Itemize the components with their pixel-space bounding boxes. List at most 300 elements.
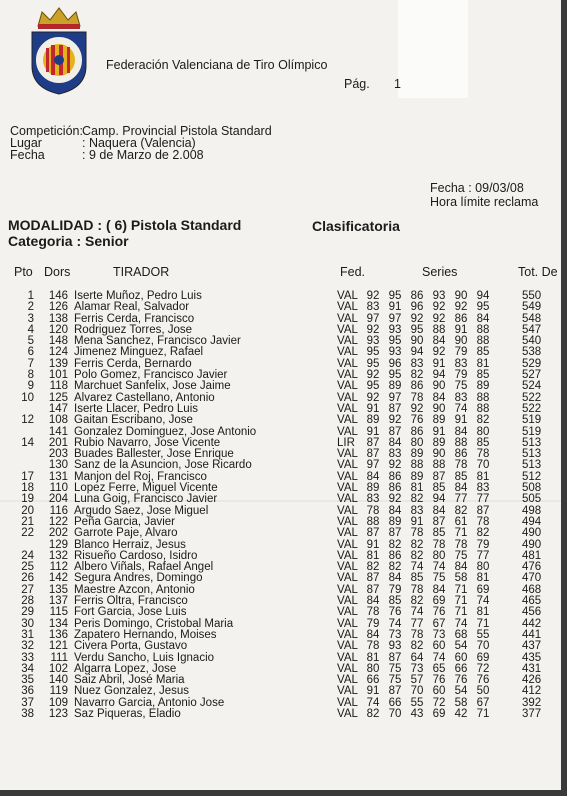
cell-dors: 119 — [49, 685, 68, 698]
cell-series-5: 58 — [454, 696, 468, 709]
cell-total: 540 — [522, 335, 542, 348]
cell-series-1: 87 — [366, 448, 380, 461]
cell-tirador: Segura Andres, Domingo — [74, 572, 203, 585]
cell-series-2: 74 — [388, 617, 402, 630]
cell-series-1: 81 — [366, 549, 380, 562]
cell-series-6: 71 — [476, 617, 490, 630]
cell-series-4: 89 — [432, 414, 446, 427]
cell-series-5: 84 — [454, 425, 468, 438]
cell-series-3: 57 — [410, 674, 424, 687]
cell-total: 481 — [522, 549, 542, 562]
cell-series-4: 88 — [432, 459, 446, 472]
cell-dors: 124 — [48, 346, 68, 359]
cell-dors: 146 — [48, 290, 68, 302]
cell-series-5: 61 — [454, 515, 468, 528]
cell-dors: 201 — [48, 436, 68, 449]
cell-series-2: 92 — [388, 493, 402, 506]
cell-series-6: 70 — [476, 459, 490, 472]
cell-series-4: 84 — [432, 504, 446, 517]
cell-series-4: 87 — [432, 470, 446, 483]
cell-dors: 136 — [48, 628, 68, 641]
round-type: Clasificatoria — [312, 218, 400, 234]
page-num-value: 1 — [394, 77, 401, 91]
cell-pto: 1 — [27, 290, 34, 302]
cell-series-1: 87 — [366, 436, 380, 449]
cell-fed: LIR — [337, 436, 355, 449]
competition-label: Competición: — [10, 124, 83, 138]
cell-pto: 6 — [27, 346, 34, 359]
cell-total: 524 — [522, 380, 542, 393]
cell-fed: VAL — [337, 515, 358, 528]
cell-dors: 109 — [48, 696, 68, 709]
date-right: Fecha : 09/03/08 — [430, 181, 524, 195]
cell-series-6: 70 — [476, 640, 490, 653]
cell-fed: VAL — [337, 402, 358, 415]
cell-fed: VAL — [337, 482, 358, 495]
cell-series-4: 93 — [432, 290, 446, 302]
cell-tirador: Rodriguez Torres, Jose — [74, 323, 193, 336]
cell-dors: 118 — [49, 380, 68, 393]
cell-series-3: 70 — [410, 685, 424, 698]
cell-series-5: 83 — [454, 391, 468, 404]
cell-fed: VAL — [337, 290, 358, 302]
cell-series-6: 85 — [476, 436, 490, 449]
cell-series-5: 78 — [454, 538, 468, 551]
cell-series-5: 83 — [454, 357, 468, 370]
cell-series-2: 96 — [388, 357, 402, 370]
cell-series-4: 87 — [432, 515, 446, 528]
cell-series-6: 88 — [476, 323, 490, 336]
cell-tirador: Algarra Lopez, Jose — [74, 662, 177, 675]
cell-series-4: 65 — [432, 662, 446, 675]
cell-series-1: 87 — [366, 583, 380, 596]
cell-series-2: 85 — [388, 595, 402, 608]
cell-series-1: 95 — [366, 357, 380, 370]
cell-series-1: 89 — [366, 414, 380, 427]
cell-series-4: 90 — [432, 402, 446, 415]
col-header-fed: Fed. — [340, 265, 366, 279]
cell-series-1: 91 — [366, 538, 380, 551]
cell-dors: 138 — [48, 312, 68, 325]
cell-pto: 28 — [21, 595, 34, 608]
cell-tirador: Albero Viñals, Rafael Angel — [74, 561, 214, 574]
place-value: : Naquera (Valencia) — [82, 136, 196, 150]
cell-series-3: 82 — [410, 369, 424, 382]
cell-tirador: Saiz Abril, José Maria — [74, 674, 185, 687]
cell-series-6: 81 — [476, 357, 490, 370]
page-number — [344, 77, 401, 91]
cell-series-4: 84 — [432, 583, 446, 596]
cell-series-4: 80 — [432, 549, 446, 562]
cell-series-5: 86 — [454, 312, 468, 325]
cell-series-4: 91 — [432, 425, 446, 438]
cell-tirador: Nuez Gonzalez, Jesus — [74, 685, 190, 698]
cell-series-1: 91 — [366, 402, 380, 415]
cell-series-5: 74 — [454, 617, 468, 630]
cell-dors: 147 — [48, 402, 68, 415]
cell-dors: 120 — [48, 323, 68, 336]
cell-pto: 34 — [21, 662, 34, 675]
cell-tirador: Marchuet Sanfelix, Jose Jaime — [74, 380, 231, 393]
cell-fed: VAL — [337, 459, 358, 472]
cell-pto: 32 — [21, 640, 34, 653]
cell-series-2: 75 — [388, 674, 402, 687]
cell-fed: VAL — [337, 527, 358, 540]
cell-total: 441 — [522, 628, 542, 641]
cell-tirador: Lopez Ferre, Miguel Vicente — [74, 482, 218, 495]
cell-series-6: 95 — [476, 301, 490, 314]
cell-series-4: 94 — [432, 493, 446, 506]
cell-series-3: 96 — [410, 301, 424, 314]
cell-series-2: 97 — [388, 391, 402, 404]
cell-pto: 24 — [21, 549, 34, 562]
cell-dors: 102 — [48, 662, 68, 675]
cell-series-1: 95 — [366, 346, 380, 359]
cell-series-5: 91 — [454, 323, 468, 336]
cell-total: 538 — [522, 346, 542, 359]
cell-tirador: Polo Gomez, Francisco Javier — [74, 369, 228, 382]
cell-series-3: 73 — [410, 662, 424, 675]
cell-series-2: 86 — [388, 549, 402, 562]
cell-series-6: 79 — [476, 538, 490, 551]
cell-series-2: 70 — [388, 707, 402, 720]
cell-dors: 204 — [48, 493, 68, 506]
cell-tirador: Alvarez Castellano, Antonio — [74, 391, 215, 404]
cell-total: 435 — [522, 651, 542, 664]
cell-tirador: Argudo Saez, Jose Miguel — [74, 504, 209, 517]
cell-dors: 112 — [49, 561, 68, 574]
cell-series-2: 84 — [388, 436, 402, 449]
cell-series-2: 86 — [388, 482, 402, 495]
cell-tirador: Ferris Cerda, Francisco — [74, 312, 195, 325]
cell-tirador: Peña Garcia, Javier — [74, 515, 175, 528]
cell-tirador: Iserte Muñoz, Pedro Luis — [74, 290, 202, 302]
cell-series-5: 68 — [454, 628, 468, 641]
cell-series-6: 69 — [476, 583, 490, 596]
cell-series-3: 78 — [410, 628, 424, 641]
cell-series-3: 92 — [410, 312, 424, 325]
cell-series-4: 88 — [432, 323, 446, 336]
cell-series-2: 87 — [388, 651, 402, 664]
cell-series-5: 84 — [454, 482, 468, 495]
cell-series-1: 91 — [366, 685, 380, 698]
cell-series-1: 84 — [366, 470, 380, 483]
cell-series-3: 92 — [410, 402, 424, 415]
cell-series-4: 72 — [432, 696, 446, 709]
cell-series-3: 78 — [410, 527, 424, 540]
cell-series-6: 50 — [476, 685, 490, 698]
cell-series-4: 92 — [432, 301, 446, 314]
cell-dors: 140 — [48, 674, 68, 687]
cell-pto: 4 — [27, 323, 34, 336]
cell-series-6: 81 — [476, 606, 490, 619]
cell-series-3: 80 — [410, 436, 424, 449]
federation-name: Federación Valenciana de Tiro Olímpico — [106, 58, 328, 72]
cell-series-5: 86 — [454, 448, 468, 461]
cell-fed: VAL — [337, 561, 358, 574]
cell-series-6: 82 — [476, 527, 490, 540]
cell-series-1: 78 — [366, 504, 380, 517]
cell-series-2: 95 — [388, 335, 402, 348]
cell-tirador: Saz Piqueras, Eladio — [74, 707, 181, 720]
cell-total: 426 — [522, 674, 542, 687]
cell-series-4: 76 — [432, 674, 446, 687]
cell-pto: 14 — [21, 436, 34, 449]
cell-total: 468 — [522, 583, 542, 596]
cell-series-2: 92 — [388, 459, 402, 472]
cell-pto: 29 — [21, 606, 34, 619]
cell-series-1: 82 — [366, 707, 380, 720]
cell-tirador: Sanz de la Asuncion, Jose Ricardo — [74, 459, 252, 472]
cell-series-6: 74 — [476, 595, 490, 608]
cell-tirador: Verdu Sancho, Luis Ignacio — [74, 651, 215, 664]
cell-total: 505 — [522, 493, 542, 506]
cell-series-4: 90 — [432, 380, 446, 393]
cell-series-1: 84 — [366, 595, 380, 608]
cell-series-5: 79 — [454, 346, 468, 359]
cell-tirador: Navarro Garcia, Antonio Jose — [74, 696, 225, 709]
cell-total: 512 — [522, 470, 542, 483]
cell-series-6: 80 — [476, 425, 490, 438]
cell-tirador: Manjon del Roj, Francisco — [74, 470, 207, 483]
category: Categoria : Senior — [8, 233, 129, 249]
cell-series-4: 89 — [432, 436, 446, 449]
cell-series-1: 89 — [366, 482, 380, 495]
cell-total: 548 — [522, 312, 542, 325]
cell-series-4: 92 — [432, 346, 446, 359]
cell-fed: VAL — [337, 538, 358, 551]
cell-series-5: 82 — [454, 504, 468, 517]
cell-series-3: 83 — [410, 504, 424, 517]
cell-pto: 30 — [21, 617, 34, 630]
cell-series-4: 85 — [432, 527, 446, 540]
cell-series-2: 82 — [388, 561, 402, 574]
cell-series-5: 71 — [454, 595, 468, 608]
cell-series-4: 74 — [432, 561, 446, 574]
cell-series-3: 76 — [410, 414, 424, 427]
cell-series-5: 78 — [454, 459, 468, 472]
cell-tirador: Blanco Herraiz, Jesus — [74, 538, 186, 551]
cell-series-5: 84 — [454, 561, 468, 574]
cell-pto: 22 — [21, 527, 34, 540]
cell-series-2: 93 — [388, 323, 402, 336]
cell-series-1: 92 — [366, 290, 380, 302]
cell-dors: 203 — [48, 448, 68, 461]
cell-series-6: 80 — [476, 561, 490, 574]
cell-dors: 125 — [48, 391, 68, 404]
cell-fed: VAL — [337, 369, 358, 382]
cell-fed: VAL — [337, 674, 358, 687]
cell-series-6: 69 — [476, 651, 490, 664]
cell-pto: 20 — [21, 504, 34, 517]
cell-series-1: 78 — [366, 606, 380, 619]
cell-series-1: 79 — [366, 617, 380, 630]
cell-series-6: 89 — [476, 380, 490, 393]
cell-series-4: 69 — [432, 595, 446, 608]
cell-dors: 134 — [48, 617, 68, 630]
cell-fed: VAL — [337, 493, 358, 506]
cell-dors: 202 — [48, 527, 68, 540]
cell-dors: 148 — [48, 335, 68, 348]
cell-series-3: 74 — [410, 561, 424, 574]
cell-series-2: 89 — [388, 515, 402, 528]
cell-series-3: 82 — [410, 640, 424, 653]
cell-series-1: 87 — [366, 527, 380, 540]
cell-series-5: 42 — [454, 707, 468, 720]
cell-tirador: Buades Ballester, Jose Enrique — [74, 448, 234, 461]
cell-series-2: 87 — [388, 425, 402, 438]
cell-series-2: 84 — [388, 504, 402, 517]
cell-series-6: 67 — [476, 696, 490, 709]
cell-total: 442 — [522, 617, 542, 630]
cell-total: 490 — [522, 538, 542, 551]
cell-series-3: 82 — [410, 493, 424, 506]
cell-dors: 108 — [48, 414, 68, 427]
cell-series-6: 78 — [476, 515, 490, 528]
cell-total: 549 — [522, 301, 542, 314]
cell-series-5: 58 — [454, 572, 468, 585]
cell-fed: VAL — [337, 628, 358, 641]
cell-series-6: 82 — [476, 414, 490, 427]
cell-series-3: 74 — [410, 606, 424, 619]
cell-tirador: Fort Garcia, Jose Luis — [74, 606, 187, 619]
cell-series-6: 81 — [476, 572, 490, 585]
cell-series-2: 73 — [388, 628, 402, 641]
cell-series-2: 75 — [388, 662, 402, 675]
cell-series-4: 60 — [432, 640, 446, 653]
cell-series-1: 74 — [366, 696, 380, 709]
cell-series-4: 76 — [432, 606, 446, 619]
date-value: : 9 de Marzo de 2.008 — [82, 148, 204, 162]
cell-series-2: 82 — [388, 538, 402, 551]
modality: MODALIDAD : ( 6) Pistola Standard — [8, 217, 242, 233]
cell-series-5: 92 — [454, 301, 468, 314]
cell-series-5: 79 — [454, 369, 468, 382]
cell-series-5: 54 — [454, 685, 468, 698]
cell-series-6: 85 — [476, 346, 490, 359]
cell-series-4: 91 — [432, 357, 446, 370]
cell-series-3: 95 — [410, 323, 424, 336]
cell-pto: 35 — [21, 674, 34, 687]
cell-tirador: Zapatero Hernando, Moises — [74, 628, 217, 641]
cell-series-6: 88 — [476, 391, 490, 404]
cell-series-3: 88 — [410, 459, 424, 472]
cell-total: 490 — [522, 527, 542, 540]
cell-dors: 137 — [48, 595, 68, 608]
cell-series-3: 85 — [410, 572, 424, 585]
cell-series-6: 72 — [476, 662, 490, 675]
cell-series-4: 69 — [432, 707, 446, 720]
cell-series-4: 74 — [432, 651, 446, 664]
cell-pto: 21 — [21, 515, 34, 528]
date-box — [430, 181, 538, 209]
cell-series-5: 76 — [454, 674, 468, 687]
cell-series-3: 43 — [410, 707, 424, 720]
cell-total: 508 — [522, 482, 542, 495]
cell-series-2: 83 — [388, 448, 402, 461]
cell-series-3: 64 — [410, 651, 424, 664]
table-row — [0, 709, 561, 720]
cell-series-6: 78 — [476, 448, 490, 461]
cell-series-6: 94 — [476, 290, 490, 302]
cell-series-1: 92 — [366, 391, 380, 404]
cell-total: 437 — [522, 640, 542, 653]
cell-series-4: 60 — [432, 685, 446, 698]
paper-fold — [0, 500, 561, 502]
table-row — [0, 302, 561, 313]
cell-dors: 131 — [48, 470, 68, 483]
cell-dors: 141 — [48, 425, 68, 438]
cell-series-2: 95 — [388, 369, 402, 382]
cell-pto: 38 — [21, 707, 34, 720]
cell-total: 519 — [522, 414, 542, 427]
cell-series-4: 78 — [432, 538, 446, 551]
cell-series-1: 83 — [366, 493, 380, 506]
cell-fed: VAL — [337, 662, 358, 675]
cell-dors: 121 — [48, 640, 68, 653]
cell-series-1: 97 — [366, 459, 380, 472]
cell-series-5: 88 — [454, 436, 468, 449]
cell-series-4: 94 — [432, 369, 446, 382]
cell-series-3: 90 — [410, 335, 424, 348]
cell-series-2: 79 — [388, 583, 402, 596]
cell-fed: VAL — [337, 346, 358, 359]
cell-series-3: 86 — [410, 425, 424, 438]
cell-dors: 126 — [48, 301, 68, 314]
cell-tirador: Jimenez Minguez, Rafael — [74, 346, 204, 359]
cell-pto: 33 — [21, 651, 34, 664]
cell-series-5: 74 — [454, 402, 468, 415]
cell-series-1: 97 — [366, 312, 380, 325]
cell-series-6: 81 — [476, 470, 490, 483]
cell-series-3: 77 — [410, 617, 424, 630]
cell-fed: VAL — [337, 549, 358, 562]
cell-total: 377 — [522, 707, 542, 720]
cell-series-3: 55 — [410, 696, 424, 709]
cell-series-1: 83 — [366, 301, 380, 314]
cell-pto: 19 — [21, 493, 34, 506]
cell-pto: 17 — [21, 470, 34, 483]
cell-fed: VAL — [337, 380, 358, 393]
cell-series-3: 86 — [410, 290, 424, 302]
cell-fed: VAL — [337, 707, 358, 720]
cell-series-1: 80 — [366, 662, 380, 675]
cell-tirador: Civera Porta, Gustavo — [74, 640, 188, 653]
cell-series-3: 83 — [410, 357, 424, 370]
cell-series-5: 75 — [454, 549, 468, 562]
cell-fed: VAL — [337, 685, 358, 698]
cell-dors: 123 — [48, 707, 68, 720]
cell-series-2: 87 — [388, 527, 402, 540]
cell-series-3: 82 — [410, 549, 424, 562]
cell-series-1: 82 — [366, 561, 380, 574]
col-header-pto: Pto — [14, 265, 33, 279]
cell-dors: 139 — [48, 357, 68, 370]
cell-total: 519 — [522, 425, 542, 438]
cell-total: 529 — [522, 357, 542, 370]
cell-pto: 2 — [27, 301, 34, 314]
cell-fed: VAL — [337, 583, 358, 596]
cell-series-1: 78 — [366, 640, 380, 653]
cell-tirador: Iserte Llacer, Pedro Luis — [74, 402, 199, 415]
cell-dors: 116 — [49, 504, 68, 517]
cell-series-3: 78 — [410, 583, 424, 596]
cell-total: 470 — [522, 572, 542, 585]
cell-series-1: 91 — [366, 425, 380, 438]
cell-series-2: 89 — [388, 380, 402, 393]
cell-fed: VAL — [337, 651, 358, 664]
cell-total: 522 — [522, 402, 542, 415]
